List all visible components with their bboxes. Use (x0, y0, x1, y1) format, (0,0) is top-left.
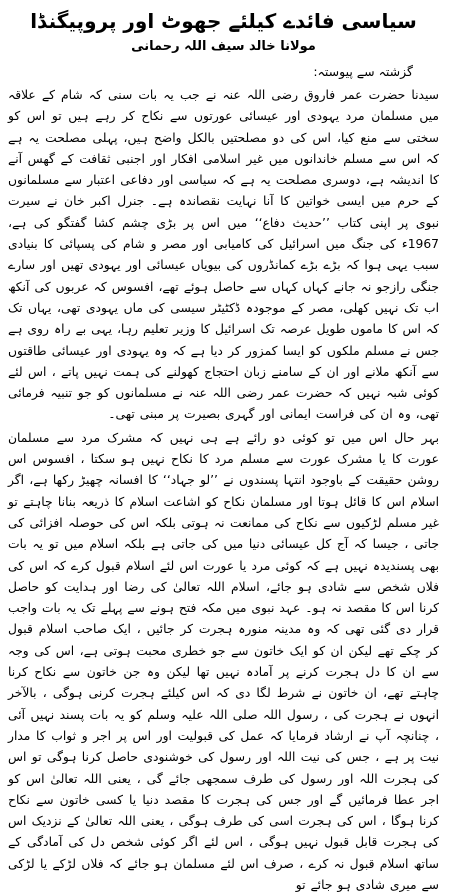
article-paragraph-2: بہر حال اس میں تو کوئی دو رائے ہے ہی نہیں کہ مشرک مرد سے مسلمان عورت کا یا مشرک عورت سے مسلم مرد کا نکاح نہیں ہو سکتا ، افسوس اس روشن حقیقت کے باوجود انتہا پسندوں نے ’’لو جہاد‘‘ کا افسانہ چھیڑ رکھا ہے، اگر اسلام اس کا قائل ہوتا اور مسلمان نکاح کو اشاعت اسلام کا ذریعہ بنانا چاہتے تو غیر مسلم لڑکیوں سے نکاح کی ممانعت نہ ہوتی بلکہ اس کی حوصلہ افزائی کی جاتی ، جیسا کہ آج کل عیسائی دنیا میں کی جاتی ہے بلکہ اسلام میں تو یہ بات بھی پسندیدہ نہیں ہے کہ کوئی مرد یا عورت اس لئے اسلام قبول کرے کہ اس کی فلاں شخص سے شادی ہو جائے، اسلام اللہ تعالیٰ کی رضا اور ہدایت کو حاصل کرنا اس کا مقصد نہ ہو۔ عہد نبوی میں مکہ فتح ہونے سے پہلے تک یہ بات واجب قرار دی گئی تھی کہ وہ مدینہ منورہ ہجرت کر جائیں ، ایک صاحب اسلام قبول کر چکے تھے لیکن ان کو ایک خاتون سے جو خطری محبت ہوتی ہے، اس کی وجہ سے ان کا دل ہجرت کرنے پر آمادہ نہیں تھا لیکن وہ جن خاتون سے نکاح کرنا چاہتے تھے، ان خاتون نے شرط لگا دی کہ اس کیلئے ہجرت کرنی ہوگی ، بالآخر انہوں نے ہجرت کی ، رسول اللہ صلی اللہ علیہ وسلم کو یہ بات پسند نہیں آئی ، چنانچہ آپ نے ارشاد فرمایا کہ عمل کی قبولیت اور اس پر اجر و ثواب کا مدار نیت پر ہے ، جس کی نیت اللہ اور رسول کی خوشنودی حاصل کرنا ہوگی تو اس کی ہجرت اللہ اور رسول کی طرف سمجھی جائے گی ، یعنی اللہ تعالیٰ اس کو اجر عطا فرمائیں گے اور جس کی ہجرت کا مقصد دنیا یا کسی خاتون سے نکاح کرنا ہوگا ، اس کی ہجرت اسی کی طرف ہوگی ، یعنی اللہ تعالیٰ کے نزدیک اس کی ہجرت قابل قبول نہیں ہوگی ، اس لئے اگر کوئی شخص دل کی آمادگی کے ساتھ اسلام قبول نہ کرے ، صرف اس لئے مسلمان ہو جائے کہ فلاں لڑکے یا لڑکی سے میری شادی ہو جائے تو (8, 430, 439, 892)
article-paragraph-1: سیدنا حضرت عمر فاروق رضی اللہ عنہ نے جب یہ بات سنی کہ شام کے علاقہ میں مسلمان مرد یہودی اور عیسائی عورتوں سے نکاح کر رہے ہیں تو اس کو سختی سے منع کیا، اس کی دو مصلحتیں بالکل واضح ہیں، پہلی مصلحت یہ ہے کہ اس سے مسلم خاندانوں میں غیر اسلامی افکار اور اجنبی ثقافت کے گھس آنے کا اندیشہ ہے، دوسری مصلحت یہ ہے کہ سیاسی اور دفاعی اعتبار سے مسلمانوں کے حرم میں ایسی خواتین کا آنا نہایت نقصاندہ ہے۔ جنرل اکبر خان نے سیرت نبوی پر اپنی کتاب ’’حدیث دفاع‘‘ میں اس پر بڑی چشم کشا گفتگو کی ہے، 1967ء کی جنگ میں اسرائیل کی کامیابی اور مصر و شام کی پسپائی کا بنیادی سبب یہی ہوا کہ بڑے بڑے کمانڈروں کی بیویاں عیسائی اور یہودی تھیں اور سارے جنگی رازجو نہ جانے کہاں کہاں سے حاصل ہوئے تھے، افسوس کہ عربوں کی آنکھ اب تک نہیں کھلی، مصر کے موجودہ ڈکٹیٹر سیسی کی ماں یہودی تھی، یہاں تک کہ اس کا ماموں طویل عرصہ تک اسرائیل کا وزیر تعلیم رہا، یہی بے راہ روی ہے جس نے مسلم ملکوں کو ایسا کمزور کر دیا ہے کہ وہ یہودی اور عیسائی طاقتوں سے آنکھ ملانے اور ان کے سامنے زبان احتجاج کھولنے کی ہمت نہیں پاتے ، اس لئے کوئی شبہ نہیں کہ حضرت عمر رضی اللہ عنہ نے مسلمانوں کو جو تنبیہ فرمائی تھی، وہ ان کی فراست ایمانی اور گہری بصیرت پر مبنی تھی۔ (8, 88, 439, 422)
article-title: سیاسی فائدے کیلئے جھوٹ اور پروپیگنڈا (30, 9, 417, 33)
article-author: مولانا خالد سیف اللہ رحمانی (131, 39, 316, 54)
continued-label: گزشتہ سے پیوستہ: (313, 64, 413, 79)
